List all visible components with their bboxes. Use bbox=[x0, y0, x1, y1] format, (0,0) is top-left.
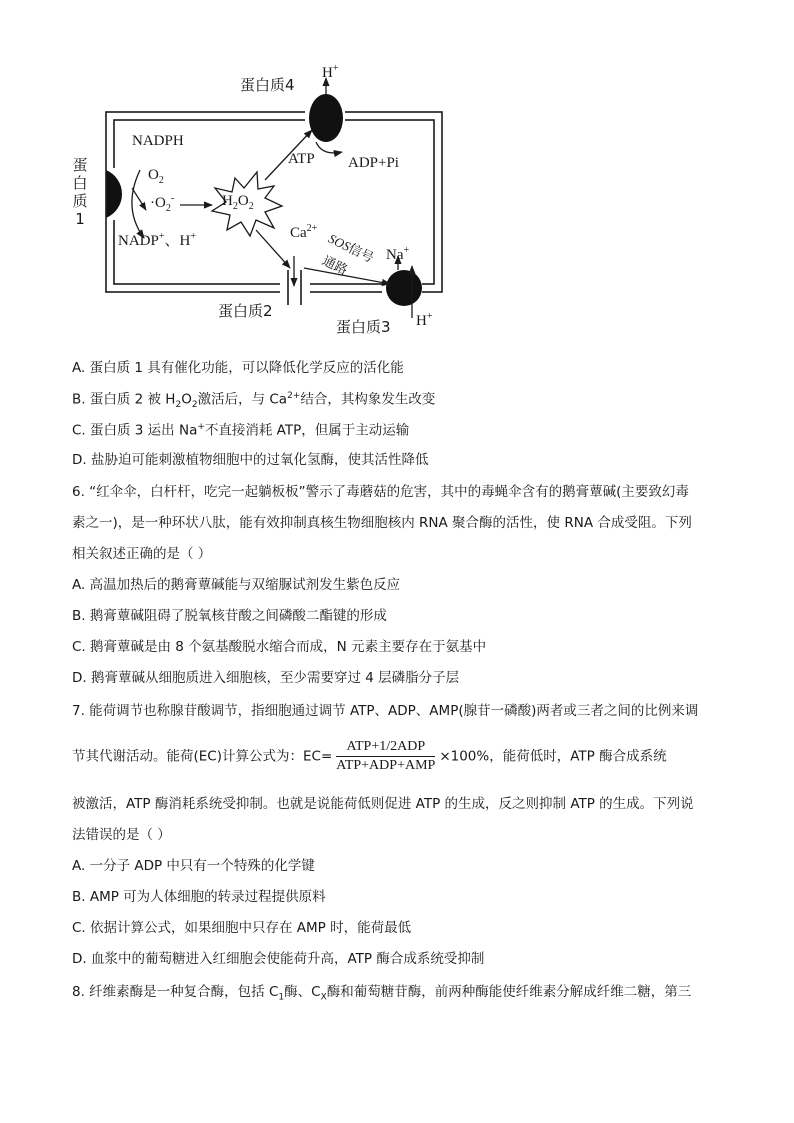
protein4-shape bbox=[309, 94, 343, 142]
q7-stem-line2: 节其代谢活动。能荷(EC)计算公式为：EC= $\frac{\text{ATP+1/2ADP}}{\text{ATP+ADP+AMP}}$ ×100%，能荷低时，ATP 酶合成系统 bbox=[72, 739, 667, 773]
h-plus-bottom-label: H+ bbox=[416, 311, 433, 329]
q6-option-b: B. 鹅膏蕈碱阻碍了脱氧核苷酸之间磷酸二酯键的形成 bbox=[72, 608, 387, 624]
sos-pathway-label: SOS信号 bbox=[326, 230, 376, 267]
h2o2-label: $H_2O_2$ bbox=[222, 193, 254, 212]
adp-pi-label: ADP+Pi bbox=[348, 155, 399, 171]
protein3-label: 蛋白质3 bbox=[336, 318, 391, 336]
q7-stem-line4: 法错误的是（ ） bbox=[72, 827, 171, 843]
q6-stem-line3: 相关叙述正确的是（ ） bbox=[72, 546, 212, 562]
protein4-label: 蛋白质4 bbox=[240, 76, 295, 94]
q7-option-b: B. AMP 可为人体细胞的转录过程提供原料 bbox=[72, 889, 326, 905]
q6-stem-line2: 素之一)，是一种环状八肽，能有效抑制真核生物细胞核内 RNA 聚合酶的活性，使 RNA 合成受阻。下列 bbox=[72, 515, 692, 531]
q5-option-a: A. 蛋白质 1 具有催化功能，可以降低化学反应的活化能 bbox=[72, 360, 404, 376]
q7-option-a: A. 一分子 ADP 中只有一个特殊的化学键 bbox=[72, 858, 315, 874]
calcium-label: $Ca^{2+}$ bbox=[290, 223, 318, 241]
h-plus-top-label: H+ bbox=[322, 63, 339, 81]
q5-option-c: C. 蛋白质 3 运出 Na+不直接消耗 ATP，但属于主动运输 bbox=[72, 422, 410, 439]
sodium-label: Na+ bbox=[386, 245, 410, 263]
q6-option-d: D. 鹅膏蕈碱从细胞质进入细胞核，至少需要穿过 4 层磷脂分子层 bbox=[72, 670, 460, 686]
superoxide-label: $\cdot O_2^-$ bbox=[150, 193, 175, 214]
q8-stem-line1: 8. 纤维素酶是一种复合酶，包括 $C_1$酶、$C_X$酶和葡萄糖苷酶，前两种酶能使纤维素分解成纤维二糖，第三 bbox=[72, 984, 692, 1003]
atp-label: ATP bbox=[288, 151, 315, 167]
q6-option-c: C. 鹅膏蕈碱是由 8 个氨基酸脱水缩合而成，N 元素主要存在于氨基中 bbox=[72, 639, 487, 655]
q5-option-d: D. 盐胁迫可能刺激植物细胞中的过氧化氢酶，使其活性降低 bbox=[72, 452, 429, 468]
nadph-label: NADPH bbox=[132, 133, 184, 149]
q6-stem-line1: 6. “红伞伞，白杆杆，吃完一起躺板板”警示了毒蘑菇的危害，其中的毒蝇伞含有的鹅膏蕈碱(主要致幻毒 bbox=[72, 484, 689, 500]
q6-option-a: A. 高温加热后的鹅膏蕈碱能与双缩脲试剂发生紫色反应 bbox=[72, 577, 401, 593]
q7-option-d: D. 血浆中的葡萄糖进入红细胞会使能荷升高，ATP 酶合成系统受抑制 bbox=[72, 951, 485, 967]
q7-stem-line1: 7. 能荷调节也称腺苷酸调节，指细胞通过调节 ATP、ADP、AMP(腺苷一磷酸)两者或三者之间的比例来调 bbox=[72, 703, 699, 719]
pathway-label: 通路 bbox=[319, 253, 350, 279]
q5-option-b: B. 蛋白质 2 被 $H_2O_2$激活后，与 $Ca^{2+}$结合，其构象发生改变 bbox=[72, 391, 436, 411]
protein2-label: 蛋白质2 bbox=[218, 302, 273, 320]
protein3-shape bbox=[386, 270, 422, 306]
nadp-h-label: NADP+、H+ bbox=[118, 231, 196, 249]
protein1-label: 蛋 白 质 1 bbox=[72, 156, 88, 228]
o2-label: $O_2$ bbox=[148, 167, 164, 186]
q7-stem-line3: 被激活，ATP 酶消耗系统受抑制。也就是说能荷低则促进 ATP 的生成，反之则抑制 ATP 的生成。下列说 bbox=[72, 796, 694, 812]
cell-membrane-diagram bbox=[60, 60, 480, 350]
energy-charge-formula: $\frac{\text{ATP+1/2ADP}}{\text{ATP+ADP+AMP}}$ bbox=[336, 739, 436, 773]
protein1-shape bbox=[106, 170, 122, 218]
q7-option-c: C. 依据计算公式，如果细胞中只存在 AMP 时，能荷最低 bbox=[72, 920, 412, 936]
